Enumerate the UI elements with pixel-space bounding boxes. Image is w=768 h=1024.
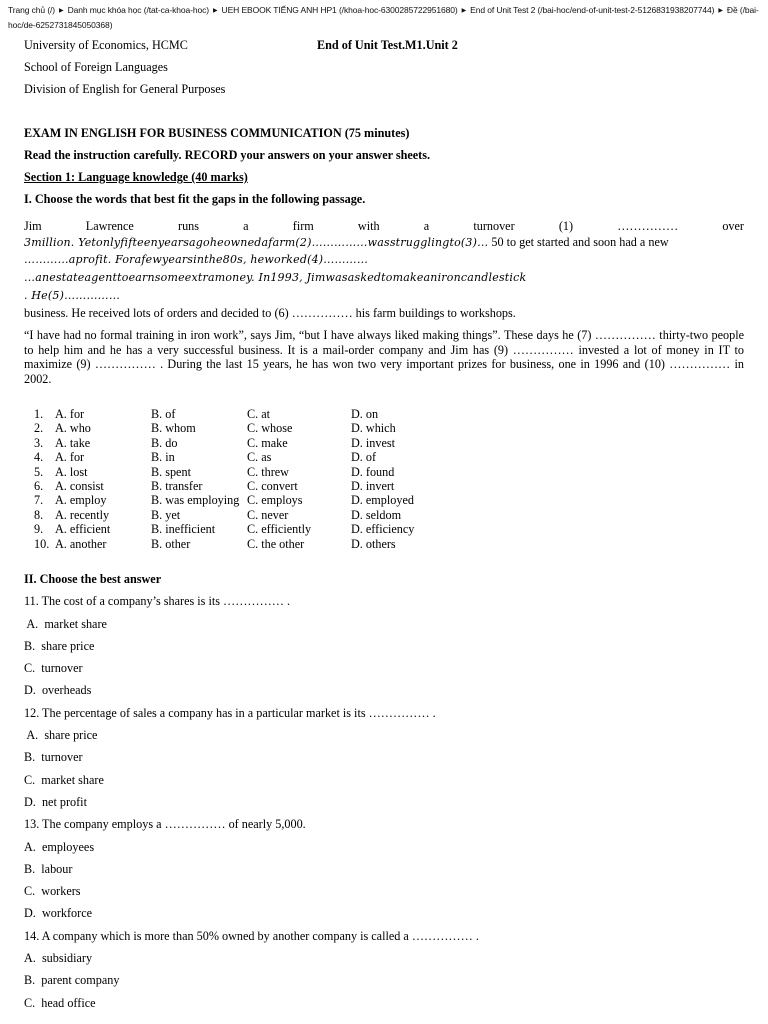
option-choice-d: D. seldom	[351, 507, 402, 522]
answer-choice: B. labour	[24, 861, 73, 876]
option-row-6	[34, 479, 734, 493]
option-number: 4.	[34, 450, 44, 465]
question-text: 12. The percentage of sales a company has in a particular market is its …………… .	[24, 705, 436, 720]
breadcrumb-lesson[interactable]: End of Unit Test 2 (/bai-hoc/end-of-unit-test-2-5126831938207744)	[470, 5, 715, 15]
passage-line-2-rest: 50 to get started and soon had a new	[491, 235, 669, 249]
answer-choice: C. head office	[24, 995, 96, 1010]
option-choice-d: D. invest	[351, 435, 396, 450]
answer-choice: A. market share	[24, 616, 107, 631]
option-row-10	[34, 537, 734, 551]
option-choice-c: C. make	[247, 435, 288, 450]
option-row-3	[34, 436, 734, 450]
breadcrumb-course-list[interactable]: Danh mục khóa học (/tat-ca-khoa-hoc)	[67, 5, 210, 15]
option-choice-d: D. on	[351, 407, 379, 421]
option-choice-a: A. efficient	[55, 522, 111, 537]
answer-choice: A. share price	[24, 728, 98, 743]
option-choice-b: B. spent	[151, 464, 191, 479]
breadcrumb-course[interactable]: UEH EBOOK TIẾNG ANH HP1 (/khoa-hoc-6300285722951680)	[221, 5, 458, 15]
option-choice-a: A. for	[55, 450, 85, 465]
option-number: 5.	[34, 464, 44, 479]
section-2-questions	[24, 594, 744, 1018]
option-number: 1.	[34, 407, 44, 421]
answer-choice: D. workforce	[24, 906, 93, 921]
passage-math-1: 3million. Yetonlyfifteenyearsagoheownedafarm(2)……………wasstrugglingto(3)…	[24, 236, 489, 249]
header-row	[24, 38, 744, 60]
answer-choice: B. share price	[24, 638, 95, 653]
breadcrumb	[8, 4, 760, 32]
option-choice-b: B. of	[151, 407, 176, 421]
section-2-heading: II. Choose the best answer	[24, 572, 162, 586]
option-choice-a: A. take	[55, 435, 91, 450]
option-choice-a: A. consist	[55, 478, 104, 493]
option-number: 2.	[34, 421, 44, 436]
question-text: 14. A company which is more than 50% owned by another company is called a …………… .	[24, 928, 479, 943]
question-text: 11. The cost of a company’s shares is its …………… .	[24, 594, 291, 609]
answer-choice: C. workers	[24, 884, 81, 899]
option-choice-b: B. whom	[151, 421, 196, 436]
exam-title: EXAM IN ENGLISH FOR BUSINESS COMMUNICATION (75 minutes)	[24, 126, 410, 140]
section-1-heading: Section 1: Language knowledge (40 marks)	[24, 170, 248, 184]
answer-choice: C. market share	[24, 772, 104, 787]
option-choice-b: B. other	[151, 536, 191, 551]
question-text: 13. The company employs a …………… of nearly 5,000.	[24, 817, 306, 832]
option-choice-d: D. found	[351, 464, 395, 479]
part-1-heading: I. Choose the words that best fit the gaps in the following passage.	[24, 192, 366, 206]
option-number: 8.	[34, 507, 44, 522]
option-choice-a: A. for	[55, 407, 85, 421]
option-choice-d: D. employed	[351, 493, 414, 508]
answer-choice: B. turnover	[24, 750, 83, 765]
option-choice-b: B. in	[151, 450, 175, 465]
option-number: 10.	[34, 536, 50, 551]
option-choice-b: B. yet	[151, 507, 181, 522]
option-choice-a: A. recently	[55, 507, 110, 522]
exam-instruction: Read the instruction carefully. RECORD your answers on your answer sheets.	[24, 148, 431, 162]
option-choice-a: A. who	[55, 421, 91, 436]
document-body	[24, 38, 744, 385]
passage-line-1: Jim Lawrence runs a firm with a turnover (1) …………… over	[24, 219, 744, 233]
option-choice-c: C. whose	[247, 421, 293, 436]
answer-choice: B. parent company	[24, 973, 120, 988]
answer-choice: A. subsidiary	[24, 951, 93, 966]
passage-line-2	[24, 235, 744, 253]
passage-line-5: . He(5)……………	[24, 289, 121, 302]
section-2	[24, 572, 744, 1018]
university-name: University of Economics, HCMC	[24, 38, 188, 52]
option-row-4	[34, 450, 734, 464]
test-title: End of Unit Test.M1.Unit 2	[317, 38, 458, 52]
option-choice-c: C. as	[247, 450, 272, 465]
option-number: 6.	[34, 478, 44, 493]
chevron-right-icon: ▶	[213, 8, 218, 14]
option-choice-a: A. employ	[55, 493, 107, 508]
answer-options-list	[34, 407, 734, 551]
school-name: School of Foreign Languages	[24, 60, 168, 74]
option-number: 7.	[34, 493, 44, 508]
breadcrumb-current[interactable]: Đề (/bai-hoc/de-6252731845050368)	[8, 5, 759, 30]
option-number: 9.	[34, 522, 44, 537]
option-number: 3.	[34, 435, 44, 450]
option-row-1	[34, 407, 734, 421]
option-choice-b: B. inefficient	[151, 522, 216, 537]
answer-choice: A. employees	[24, 839, 95, 854]
option-choice-b: B. transfer	[151, 478, 203, 493]
option-choice-c: C. efficiently	[247, 522, 312, 537]
answer-choice: C. turnover	[24, 661, 83, 676]
option-choice-a: A. another	[55, 536, 107, 551]
option-choice-d: D. which	[351, 421, 396, 436]
breadcrumb-home[interactable]: Trang chủ (/)	[8, 5, 56, 15]
option-choice-d: D. invert	[351, 478, 395, 493]
option-choice-c: C. at	[247, 407, 271, 421]
option-choice-c: C. convert	[247, 478, 298, 493]
option-row-7	[34, 493, 734, 507]
option-choice-d: D. of	[351, 450, 377, 465]
option-row-9	[34, 522, 734, 536]
option-choice-c: C. employs	[247, 493, 303, 508]
option-choice-b: B. was employing	[151, 493, 240, 508]
answer-choice: D. overheads	[24, 683, 92, 698]
option-choice-b: B. do	[151, 435, 178, 450]
division-name: Division of English for General Purposes	[24, 82, 226, 96]
option-row-2	[34, 421, 734, 435]
option-choice-c: C. never	[247, 507, 289, 522]
chevron-right-icon: ▶	[461, 8, 467, 14]
option-row-8	[34, 508, 734, 522]
option-choice-d: D. others	[351, 536, 396, 551]
passage-line-4: …anestateagenttoearnsomeextramoney. In1993, Jimwasaskedtomakeanironcandlestick	[24, 271, 527, 284]
option-choice-c: C. threw	[247, 464, 289, 479]
option-choice-d: D. efficiency	[351, 522, 415, 537]
option-choice-a: A. lost	[55, 464, 88, 479]
passage-line-6: business. He received lots of orders and decided to (6) …………… his farm buildings to workshops.	[24, 306, 516, 320]
passage-paragraph-2: “I have had no formal training in iron work”, says Jim, “but I have always liked making things”. These days he (7) …………… thirty-two people to help him and he has a very successful business. It is a mail-order company and Jim has (9) …………… invested a lot of money in IT to maximize (9) …………… . During the last 15 years, he has won two very important prizes for business, one in 1996 and (10) …………… in 2002.	[24, 328, 744, 387]
option-choice-c: C. the other	[247, 536, 305, 551]
passage-line-3: …………aprofit. Forafewyearsinthe80s, heworked(4)…………	[24, 253, 369, 266]
option-row-5	[34, 465, 734, 479]
answer-choice: D. net profit	[24, 794, 87, 809]
chevron-right-icon: ▶	[718, 8, 723, 14]
chevron-right-icon: ▶	[59, 8, 64, 14]
